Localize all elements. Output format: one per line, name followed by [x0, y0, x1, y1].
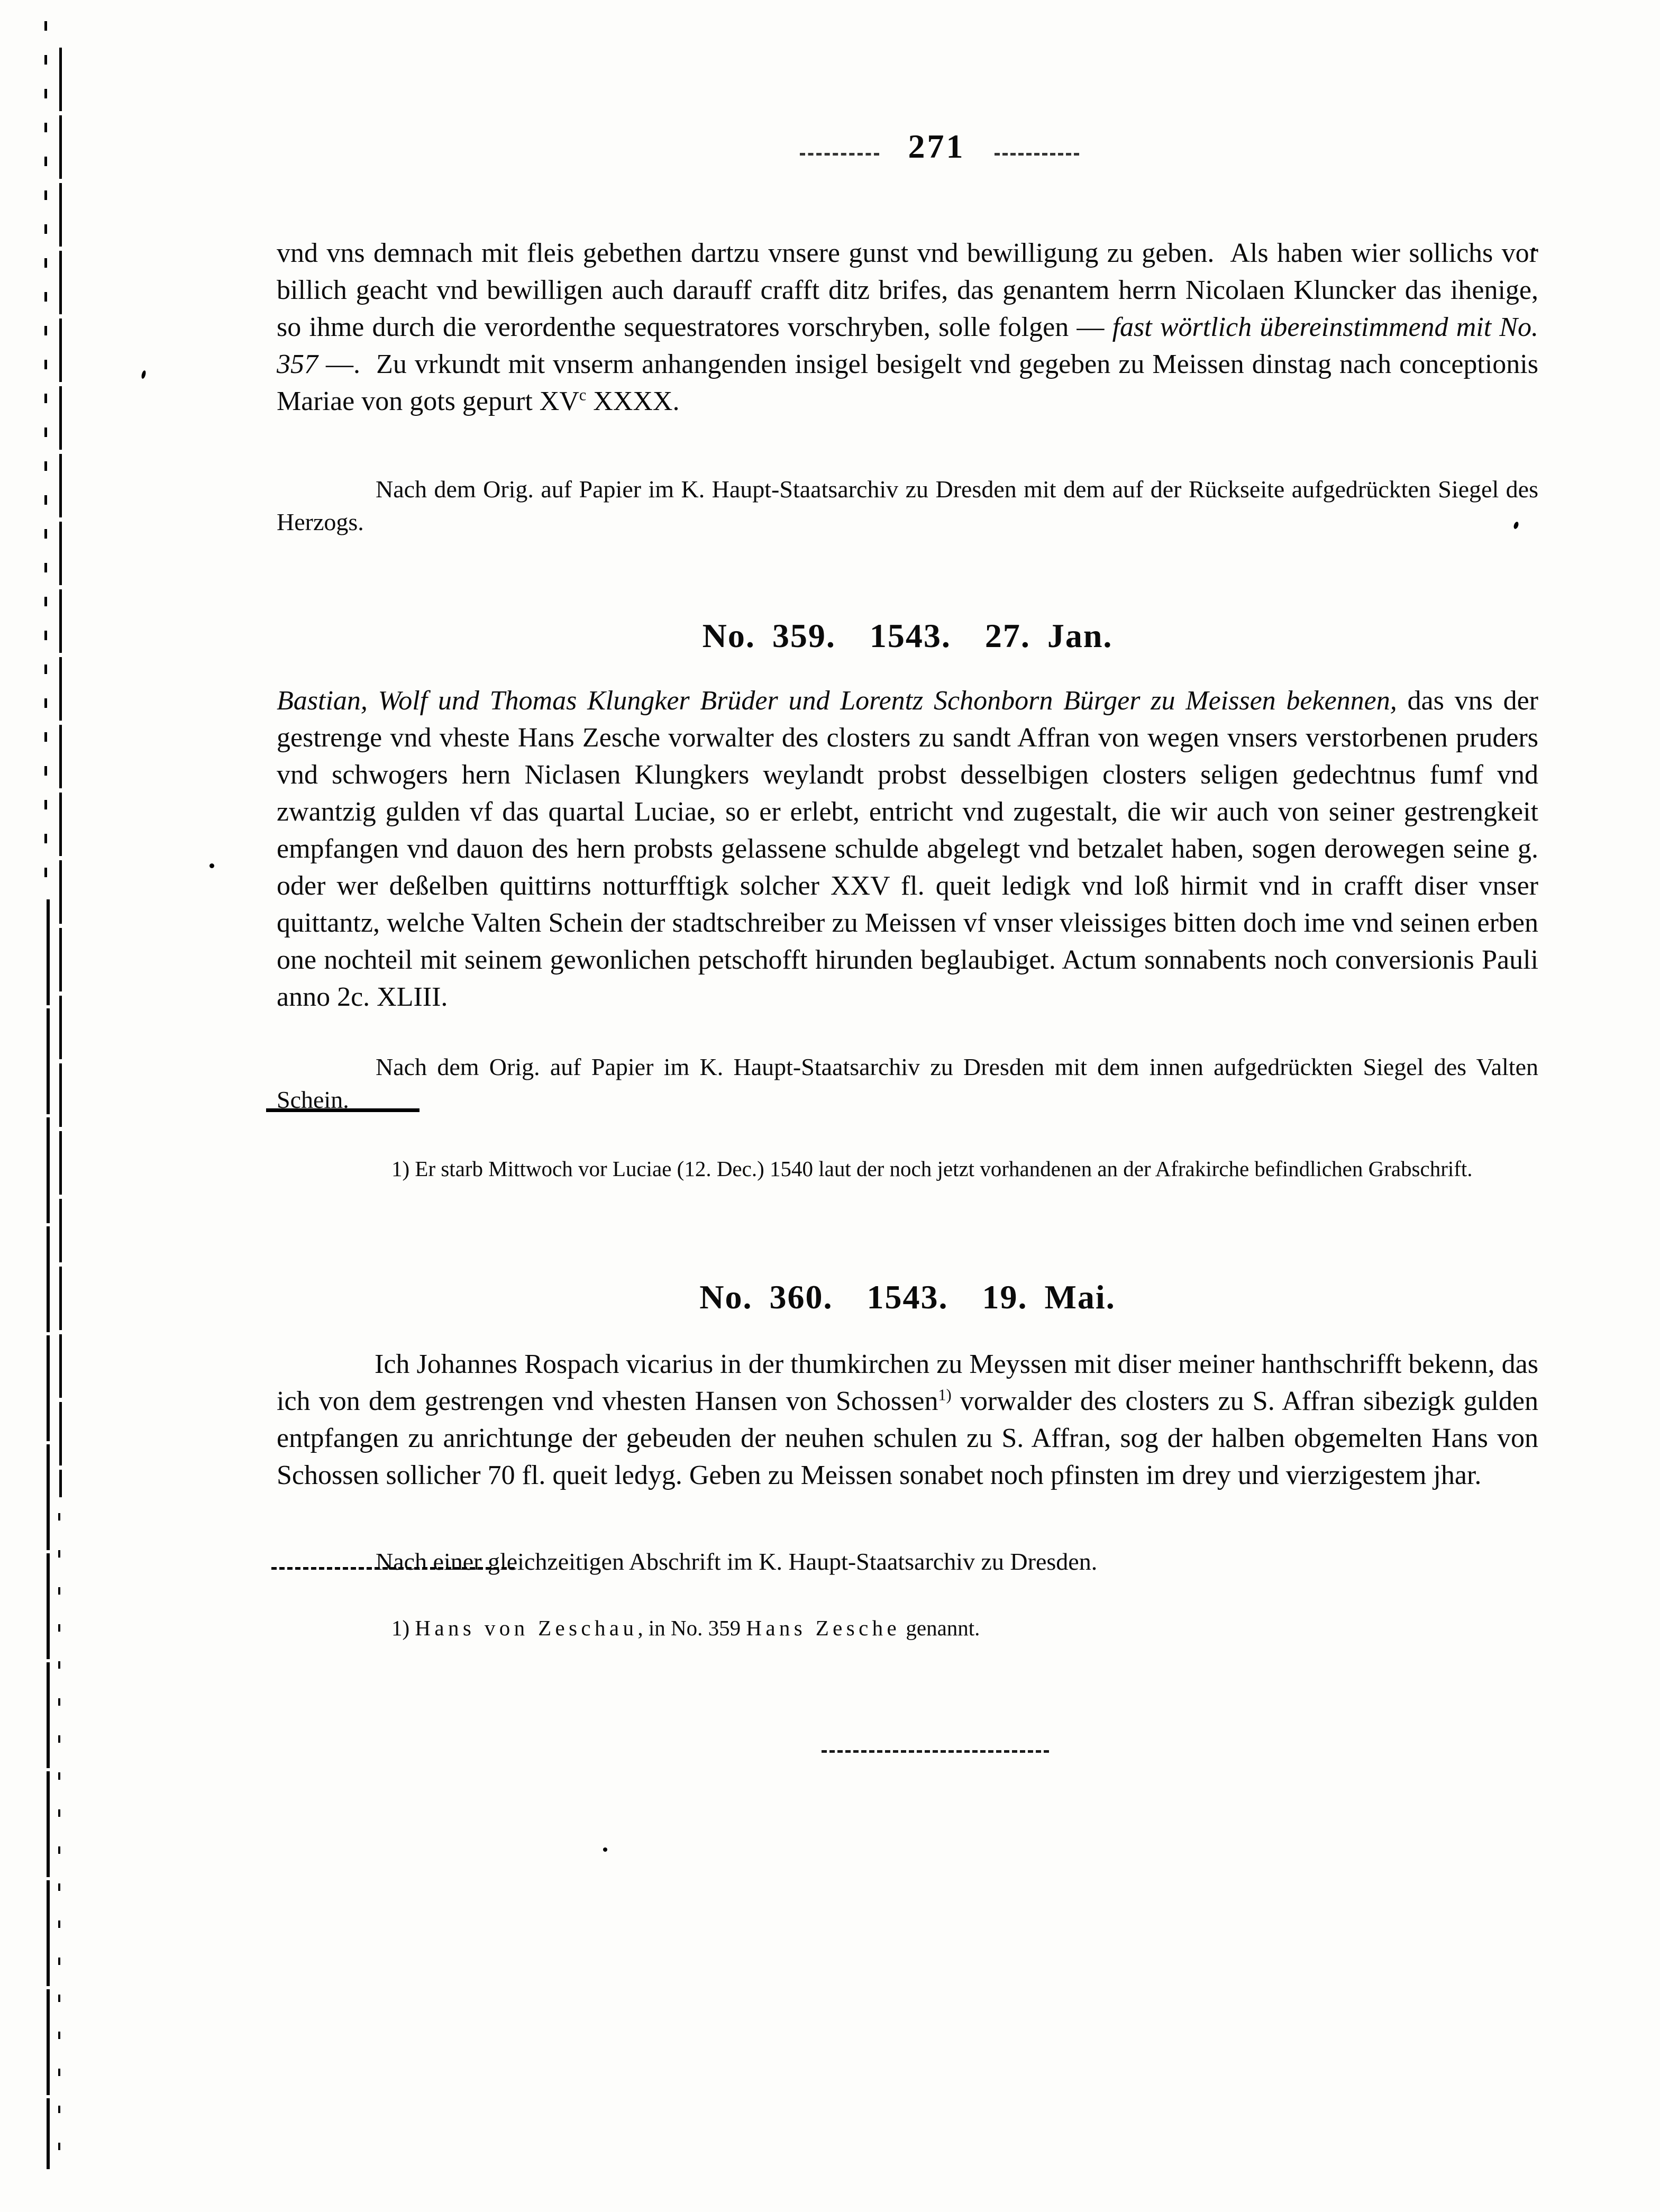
footnote-360-mid: , in No. 359: [637, 1616, 746, 1640]
section-end-divider: [822, 1750, 1049, 1753]
footnote-separator-rule-dashed: [271, 1567, 515, 1570]
footnote-360-name-zeschau: Hans von Zeschau: [415, 1616, 638, 1640]
continuation-text-italic: fast wörtlich übereinstimmend mit No. 357: [277, 312, 1545, 379]
ink-speck: [603, 1847, 607, 1852]
source-note-360: Nach einer gleichzeitigen Abschrift im K. Haupt-Staatsarchiv zu Dresden.: [376, 1548, 1098, 1575]
page-number: 271: [908, 128, 965, 165]
footnote-360-suffix: genannt.: [900, 1616, 980, 1640]
page-number-dash-right: [995, 153, 1079, 156]
scan-gutter-line-solid-bottom: [47, 899, 50, 2169]
entry-360-body-pre-ref: Ich Johannes Rospach vicarius in der thumkirchen zu Meyssen mit diser meiner hanthschrifft bekenn, das ich von dem gestrengen vnd vhesten Hansen von Schossen: [277, 1349, 1545, 1416]
entry-359-heading: No. 359. 1543. 27. Jan.: [702, 617, 1113, 655]
superscript-c: c: [579, 386, 587, 404]
entry-359-body: das vns der gestrenge vnd vheste Hans Zesche vorwalter des closters zu sandt Affran von wegen vnsers verstorbenen pruders vnd schwogers hern Niclasen Klungkers weylandt probst desselbigen closters seligen gedechtnus fumf vnd zwantzig gulden vf das quartal Luciae, so er erlebt, entricht vnd zugestalt, die wir auch von seiner gestrengkeit empfangen vnd dauon des hern probsts gelassene schulde abgelegt vnd betzalet haben, sogen derowegen seine g. oder wer deßelben quittirns notturfftigk solcher XXV fl. queit ledigk vnd loß hirmit vnd in crafft diser vnser quittantz, welche Valten Schein der stadtschreiber zu Meissen vf vnser vleissiges bitten doch ime vnd seinen erben one nochteil mit seinem gewonlichen petschofft hirunden beglaubiget. Actum sonnabents noch conversionis Pauli anno 2c. XLIII.: [277, 686, 1546, 1012]
continuation-text-roman-3: XXXX.: [586, 386, 680, 416]
continuation-text-roman-1: vnd vns demnach mit fleis gebethen dartzu vnsere gunst vnd bewilligung zu geben. Als haben wier sollichs vor billich geacht vnd bewilligen auch darauff crafft ditz brifes, das genantem herrn Nicolaen Kluncker das ihenige, so ihme durch die verordenthe sequestratores vorschryben, solle folgen —: [277, 238, 1545, 342]
source-note-358: Nach dem Orig. auf Papier im K. Haupt-Staatsarchiv zu Dresden mit dem auf der Rückseite aufgedrückten Siegel des Herzogs.: [277, 476, 1545, 535]
continuation-paragraph: [277, 235, 1545, 420]
entry-360-heading: No. 360. 1543. 19. Mai.: [699, 1278, 1116, 1316]
scan-gutter-line-dashed-bottom: [58, 1513, 60, 2174]
entry-360-body-post-ref: vorwalder des closters zu S. Affran sibezigk gulden entpfangen zu anrichtunge der gebeuden der neuhen schulen zu S. Affran, sog der halben obgemelten Hans von Schossen sollicher 70 fl. queit ledyg. Geben zu Meissen sonabet noch pfinsten im drey und vierzigestem jhar.: [277, 1386, 1545, 1490]
scan-gutter-line-solid-mid: [59, 48, 62, 1497]
continuation-text-roman-2: —. Zu vrkundt mit vnserm anhangenden insigel besigelt vnd gegeben zu Meissen dinstag nach conceptionis Mariae von gots gepurt XV: [277, 349, 1545, 416]
source-note-359: Nach dem Orig. auf Papier im K. Haupt-Staatsarchiv zu Dresden mit dem innen aufgedrückten Siegel des Valten Schein.: [277, 1053, 1545, 1113]
footnote-reference-marker: 1): [938, 1386, 952, 1404]
footnote-separator-rule: [266, 1108, 419, 1112]
footnote-359-1: 1) Er starb Mittwoch vor Luciae (12. Dec.) 1540 laut der noch jetzt vorhandenen an der Afrakirche befindlichen Grabschrift.: [391, 1157, 1473, 1181]
ink-speck: [141, 370, 147, 379]
page-number-dash-left: [800, 153, 879, 156]
entry-360-paragraph: [277, 1346, 1545, 1494]
scan-gutter-line-dashed-top: [44, 21, 47, 899]
footnote-360-1: [277, 1613, 1538, 1643]
ink-speck: [209, 863, 214, 868]
entry-359-intro-italic: Bastian, Wolf und Thomas Klungker Brüder und Lorentz Schonborn Bürger zu Meissen bekennen,: [277, 686, 1397, 716]
entry-359-paragraph: [277, 682, 1546, 1016]
page-header: [277, 127, 1570, 166]
footnote-360-prefix: 1): [391, 1616, 415, 1640]
footnote-360-name-zesche: Hans Zesche: [746, 1616, 901, 1640]
